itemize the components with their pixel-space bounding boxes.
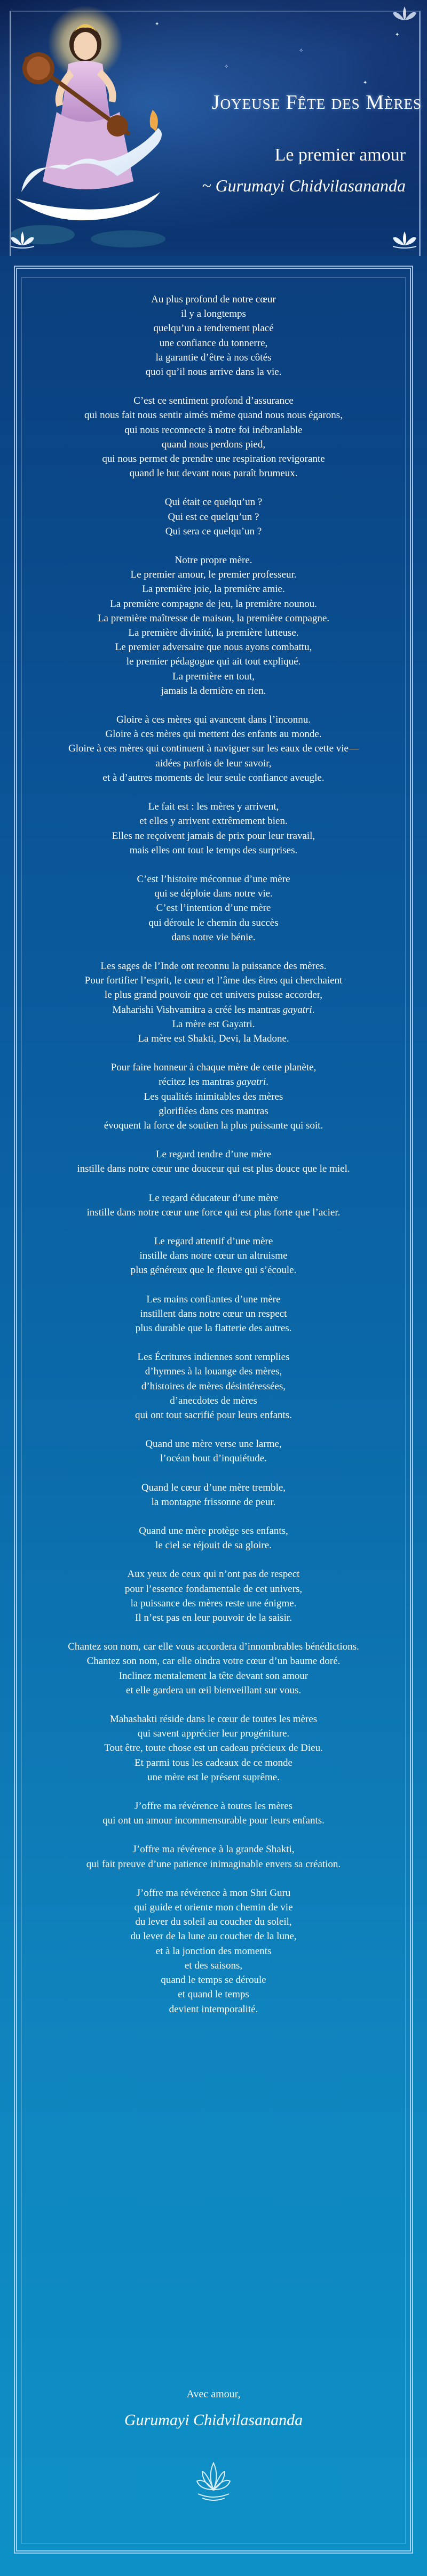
poem-line: d’histoires de mères désintéressées, <box>141 1380 286 1392</box>
stanza <box>21 1524 406 1553</box>
poem-line: C’est l’intention d’une mère <box>156 902 271 914</box>
poem-line: La première joie, la première amie. <box>142 583 285 595</box>
stanza <box>21 1886 406 2017</box>
poem-line: qui nous reconnecte à notre foi inébranlable <box>124 424 303 436</box>
stanza <box>21 1060 406 1133</box>
poem-line: d’anecdotes de mères <box>170 1395 257 1406</box>
poem-line: et elles y arrivent extrêmement bien. <box>139 815 288 827</box>
lotus-icon <box>390 4 420 23</box>
header-signature: ~ Gurumayi Chidvilasananda <box>202 176 406 195</box>
poem-line: le premier pédagogue qui ait tout expliqué. <box>126 656 301 668</box>
stanza <box>21 495 406 539</box>
poem-line: du lever du soleil au coucher du soleil, <box>135 1916 292 1928</box>
poem-line: Il n’est pas en leur pouvoir de la saisir. <box>135 1612 292 1624</box>
poem-line: qui ont tout sacrifié pour leurs enfants. <box>135 1410 292 1421</box>
stanza <box>21 292 406 379</box>
poem-line: instille dans notre cœur un altruisme <box>139 1250 288 1262</box>
poem-line: Les mains confiantes d’une mère <box>146 1293 281 1305</box>
stanza <box>21 1234 406 1278</box>
poem-line: Quand le cœur d’une mère tremble, <box>141 1482 286 1493</box>
stanza <box>21 394 406 481</box>
poem-line: Les sages de l’Inde ont reconnu la puissance des mères. <box>100 960 327 972</box>
poem-line: Chantez son nom, car elle oindra votre cœur d’un baume doré. <box>86 1655 341 1667</box>
poem-line: le ciel se réjouit de sa gloire. <box>155 1540 272 1551</box>
stanza <box>21 1437 406 1466</box>
poem-line: une mère est le présent suprême. <box>147 1771 280 1783</box>
sparkle-icon: ✧ <box>224 64 229 70</box>
poem-line: instille dans notre cœur une force qui est plus forte que l’acier. <box>86 1206 341 1218</box>
closing-label: Avec amour, <box>186 2388 241 2400</box>
poem-line: quand le temps se déroule <box>161 1974 266 1986</box>
poem-line: J’offre ma révérence à toutes les mères <box>134 1801 293 1812</box>
poem-line: J’offre ma révérence à mon Shri Guru <box>136 1887 291 1899</box>
poem-line: Elles ne reçoivent jamais de prix pour leur travail, <box>112 830 315 842</box>
poem-line: Inclinez mentalement la tête devant son amour <box>118 1670 309 1682</box>
poem-line: et quand le temps <box>178 1989 249 2001</box>
stanza <box>21 553 406 698</box>
poem-line: mais elles ont tout le temps des surprises. <box>129 844 298 856</box>
poem-line: Le premier adversaire que nous ayons combattu, <box>115 642 312 653</box>
poem-line: une confiance du tonnerre, <box>159 337 268 349</box>
poem-line: glorifiées dans ces mantras <box>159 1105 268 1117</box>
poem-line: Pour fortifier l’esprit, le cœur et l’âme des êtres qui cherchaient <box>84 975 343 987</box>
poem-line: Le regard attentif d’une mère <box>154 1235 273 1247</box>
poem-line: La première divinité, la première lutteuse. <box>128 627 299 639</box>
poem-line: Maharishi Vishvamitra a créé les mantras gayatri. <box>112 1004 315 1015</box>
poem-line: instille dans notre cœur une douceur qui est plus douce que le miel. <box>77 1163 350 1175</box>
stanza <box>21 959 406 1046</box>
poem-line: Mahashakti réside dans le cœur de toutes les mères <box>109 1714 318 1725</box>
poem-line: la garantie d’être à nos côtés <box>155 351 272 363</box>
poem-line: Le regard éducateur d’une mère <box>148 1192 279 1204</box>
lotus-icon <box>191 2459 236 2505</box>
stanza <box>21 713 406 785</box>
poem-line: plus durable que la flatterie des autres. <box>135 1322 292 1334</box>
poem-line: Qui est ce quelqu’un ? <box>168 511 259 523</box>
header-banner <box>0 0 427 256</box>
poem-line: Gloire à ces mères qui continuent à naviguer sur les eaux de cette vie— <box>68 743 359 755</box>
poem-line: La mère est Shakti, Devi, la Madone. <box>138 1033 289 1044</box>
stanza <box>21 799 406 858</box>
poem-line: Gloire à ces mères qui mettent des enfants au monde. <box>105 729 322 740</box>
poem-line: C’est l’histoire méconnue d’une mère <box>137 873 290 885</box>
lotus-icon <box>390 229 420 249</box>
stanza <box>21 1639 406 1698</box>
page-subtitle: Le premier amour <box>274 145 406 165</box>
page-title: Joyeuse Fête des Mères <box>211 91 422 114</box>
stanza <box>21 1147 406 1176</box>
poem-line: Chantez son nom, car elle vous accordera d’innombrables bénédictions. <box>68 1641 359 1653</box>
poem-line: aidées parfois de leur savoir, <box>155 757 272 769</box>
closing <box>21 2388 406 2429</box>
poem-line: devient intemporalité. <box>169 2003 258 2015</box>
poem-line: le plus grand pouvoir que cet univers puisse accorder, <box>104 989 323 1001</box>
poem-line: Notre propre mère. <box>175 555 252 566</box>
poem-body <box>21 292 406 2031</box>
poem-line: et à la jonction des moments <box>155 1945 272 1957</box>
stanza <box>21 1842 406 1871</box>
poem-line: quelqu’un a tendrement placé <box>153 323 274 334</box>
poem-line: quand le but devant nous paraît brumeux. <box>129 468 298 479</box>
stanza <box>21 1712 406 1785</box>
poem-line: pour l’essence fondamentale de cet univers, <box>124 1583 303 1595</box>
stanza <box>21 1799 406 1828</box>
sparkle-icon: ✦ <box>155 21 160 27</box>
poem-line: instillent dans notre cœur un respect <box>140 1308 287 1319</box>
poem-line: qui fait preuve d’une patience inimaginable envers sa création. <box>86 1858 341 1870</box>
poem-line: Tout être, toute chose est un cadeau précieux de Dieu. <box>104 1742 323 1754</box>
poem-line: qui déroule le chemin du succès <box>148 917 279 929</box>
sparkle-icon: ✧ <box>299 48 304 54</box>
poem-line: évoquent la force de soutien la plus puissante qui soit. <box>104 1119 323 1131</box>
poem-line: Aux yeux de ceux qui n’ont pas de respect <box>127 1569 300 1580</box>
stanza <box>21 1292 406 1336</box>
poem-line: qui se déploie dans notre vie. <box>154 888 273 900</box>
poem-line: Le fait est : les mères y arrivent, <box>148 801 279 813</box>
poem-line: l’océan bout d’inquiétude. <box>160 1453 267 1465</box>
stanza <box>21 1481 406 1509</box>
poem-line: du lever de la lune au coucher de la lune, <box>130 1931 297 1942</box>
poem-line: qui nous fait nous sentir aimés même quand nous nous égarons, <box>84 410 343 421</box>
poem-line: et à d’autres moments de leur seule confiance aveugle. <box>102 772 325 783</box>
poem-line: La mère est Gayatri. <box>172 1018 255 1030</box>
poem-line: Et parmi tous les cadeaux de ce monde <box>135 1757 292 1769</box>
poem-line: d’hymnes à la louange des mères, <box>145 1366 282 1378</box>
poem-line: qui savent apprécier leur progéniture. <box>137 1728 290 1740</box>
poem-line: J’offre ma révérence à la grande Shakti, <box>132 1844 295 1855</box>
poem-line: La première maîtresse de maison, la première compagne. <box>97 612 330 624</box>
stanza <box>21 872 406 945</box>
sparkle-icon: ✦ <box>395 32 400 38</box>
poem-line: Qui était ce quelqu’un ? <box>164 497 263 508</box>
poem-line: et des saisons, <box>184 1959 243 1971</box>
poem-line: qui ont un amour incommensurable pour leurs enfants. <box>102 1815 325 1827</box>
poem-line: qui guide et oriente mon chemin de vie <box>134 1902 293 1914</box>
sparkle-icon: ✦ <box>363 80 368 86</box>
goddess-illustration <box>5 0 176 251</box>
stanza <box>21 1350 406 1422</box>
poem-line: La première compagne de jeu, la première nounou. <box>110 598 317 610</box>
poem-line: Gloire à ces mères qui avancent dans l’inconnu. <box>116 714 311 726</box>
stanza <box>21 1191 406 1220</box>
poem-line: la puissance des mères reste une énigme. <box>130 1597 297 1609</box>
poem-line: Au plus profond de notre cœur <box>151 294 276 305</box>
closing-signature: Gurumayi Chidvilasananda <box>124 2411 303 2429</box>
poem-line: qui nous permet de prendre une respiration revigorante <box>102 453 325 465</box>
poem-line: Le regard tendre d’une mère <box>155 1149 272 1161</box>
poem-line: jamais la dernière en rien. <box>161 685 266 697</box>
poem-line: La première en tout, <box>172 670 255 682</box>
poem-line: C’est ce sentiment profond d’assurance <box>133 395 294 407</box>
poem-line: Le premier amour, le premier professeur. <box>130 569 297 581</box>
poem-line: il y a longtemps <box>181 308 246 320</box>
poem-line: Quand une mère protège ses enfants, <box>139 1525 288 1537</box>
poem-line: quoi qu’il nous arrive dans la vie. <box>145 366 282 378</box>
poem-line: dans notre vie bénie. <box>171 931 256 943</box>
poem-line: et elle gardera un œil bienveillant sur vous. <box>125 1684 302 1696</box>
poem-line: quand nous perdons pied, <box>161 438 266 450</box>
poem-line: récitez les mantras gayatri. <box>159 1076 268 1088</box>
poem-line: Qui sera ce quelqu’un ? <box>165 525 262 537</box>
poem-line: Les qualités inimitables des mères <box>144 1091 283 1102</box>
poem-line: Les Écritures indiennes sont remplies <box>137 1351 290 1363</box>
poem-line: Quand une mère verse une larme, <box>145 1438 282 1450</box>
lotus-icon <box>7 229 37 249</box>
stanza <box>21 1567 406 1625</box>
poem-line: Pour faire honneur à chaque mère de cette planète, <box>110 1062 317 1074</box>
poem-line: plus généreux que le fleuve qui s’écoule. <box>130 1265 297 1276</box>
poem-line: la montagne frissonne de peur. <box>151 1496 276 1508</box>
